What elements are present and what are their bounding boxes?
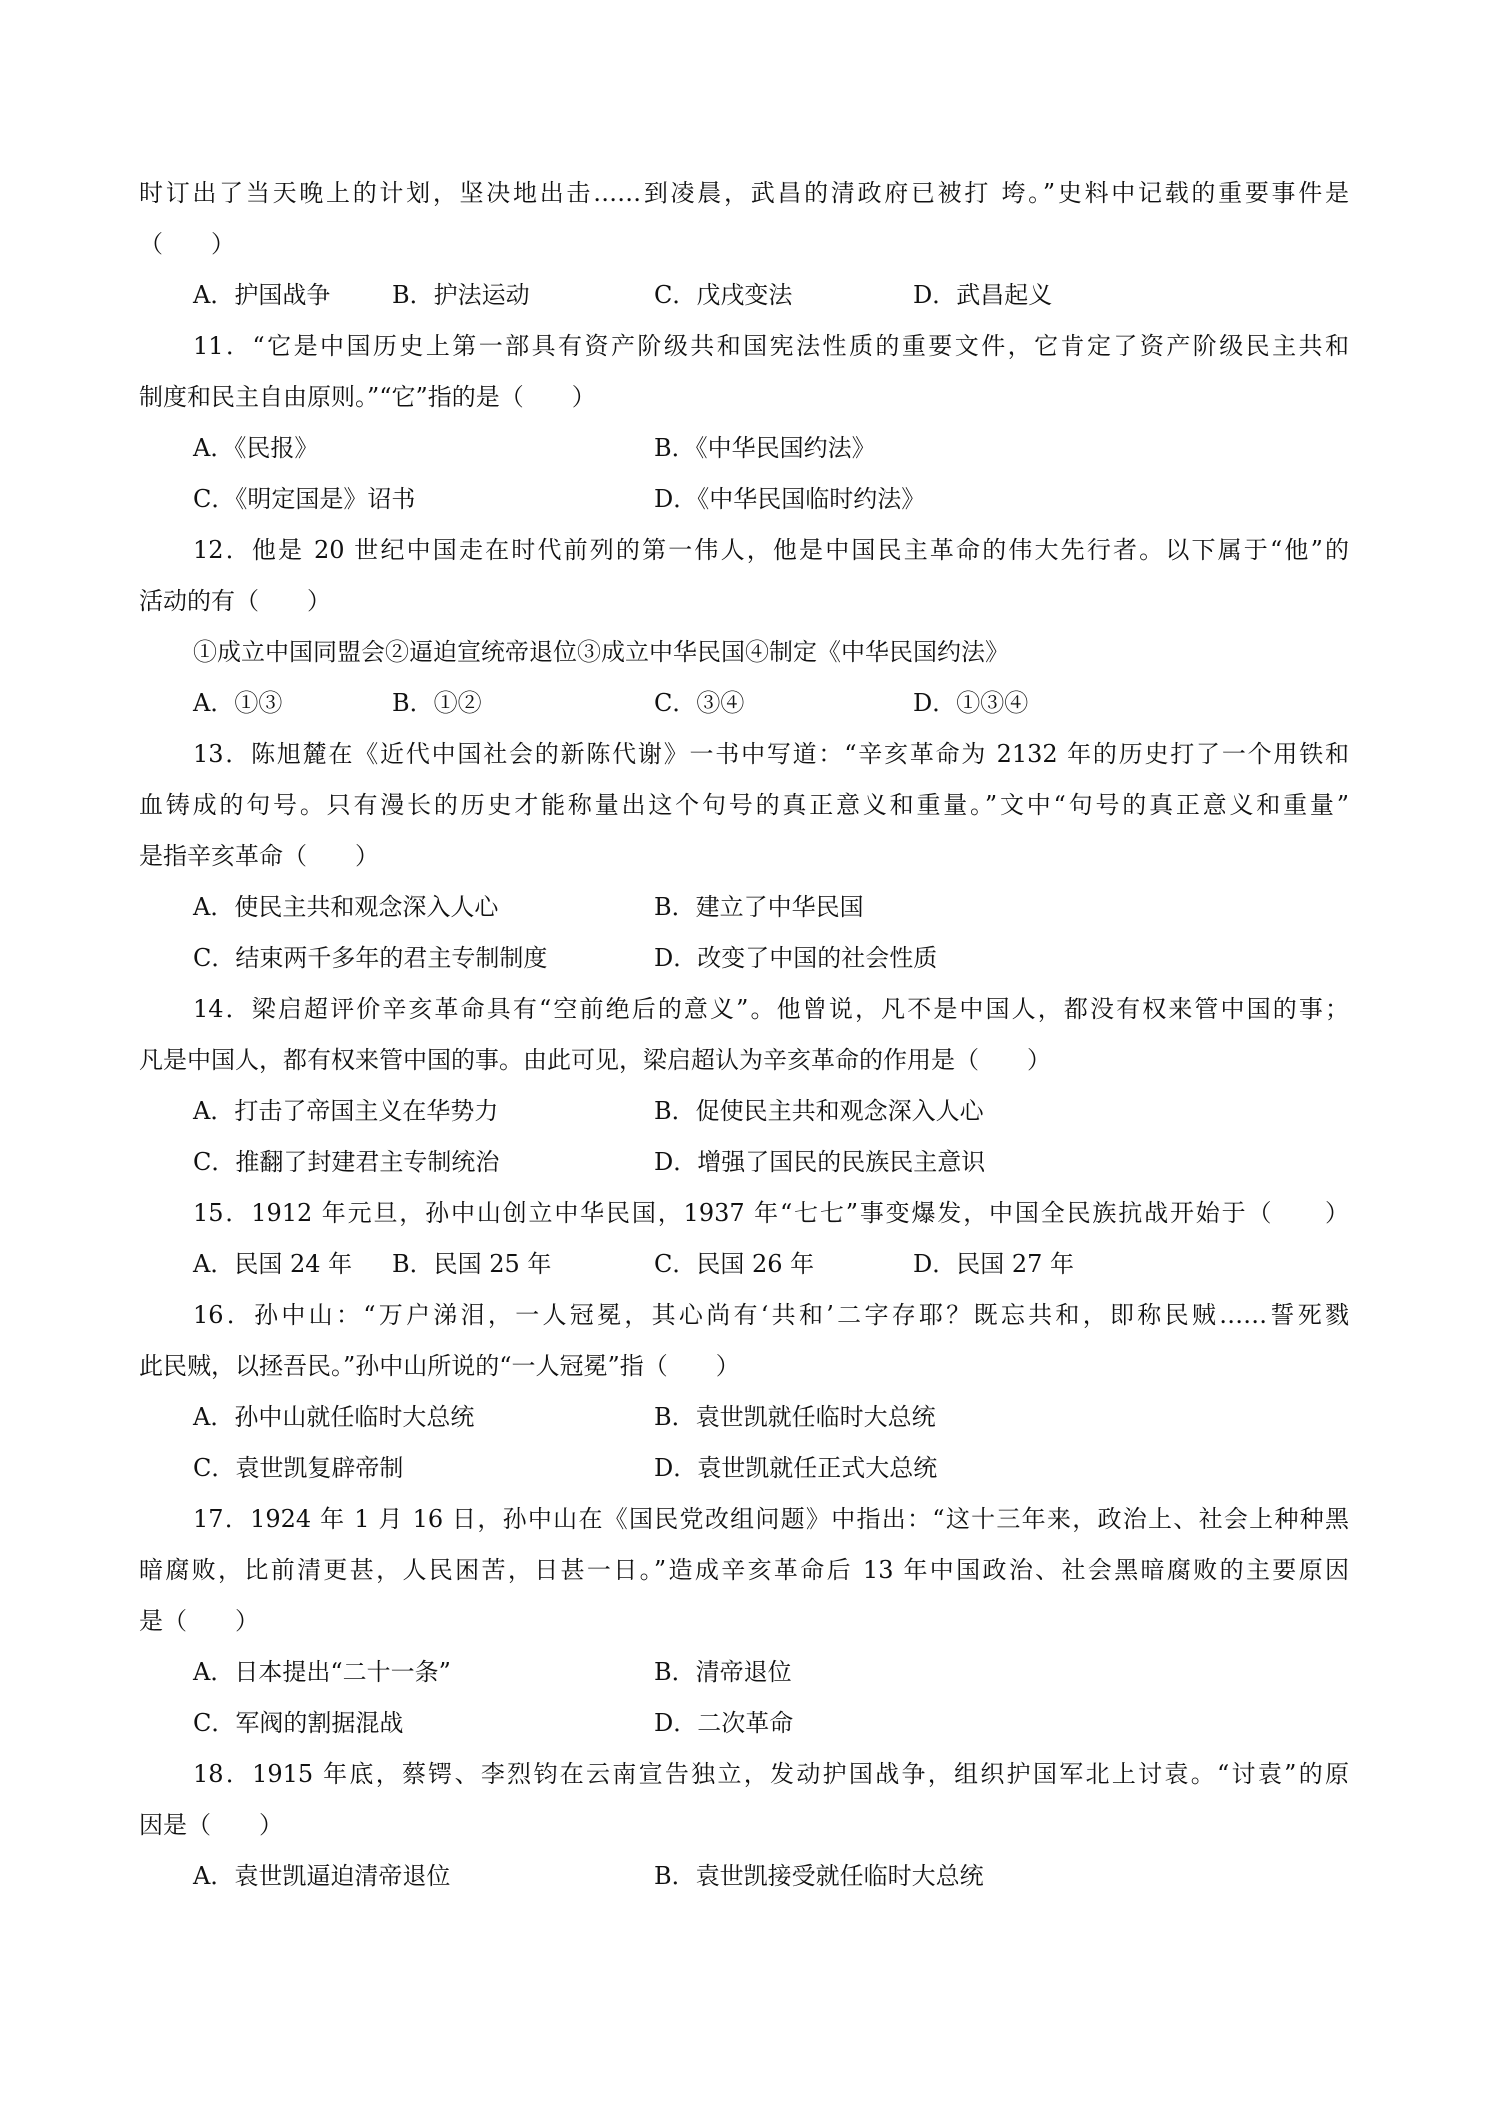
q11-option-d: D．《中华民国临时约法》 <box>654 485 926 513</box>
q10-answer-paren: （ ） <box>139 230 235 258</box>
q15-option-c: C．民国 26 年 <box>654 1250 815 1278</box>
q16-option-d: D．袁世凯就任正式大总统 <box>654 1454 938 1482</box>
q18-option-b: B．袁世凯接受就任临时大总统 <box>654 1862 984 1890</box>
q13-option-a: A．使民主共和观念深入人心 <box>193 893 499 921</box>
q14-option-a: A．打击了帝国主义在华势力 <box>193 1097 499 1125</box>
q14-stem-line-1: 14．梁启超评价辛亥革命具有“空前绝后的意义”。他曾说，凡不是中国人，都没有权来管中国的事； <box>193 995 1349 1023</box>
q18-stem-line-1: 18．1915 年底，蔡锷、李烈钧在云南宣告独立，发动护国战争，组织护国军北上讨袁。“讨袁”的原 <box>193 1760 1349 1788</box>
q12-stem-line-2: 活动的有（ ） <box>139 587 331 615</box>
q13-stem-line-1: 13．陈旭麓在《近代中国社会的新陈代谢》一书中写道：“辛亥革命为 2132 年的历史打了一个用铁和 <box>193 740 1349 768</box>
q17-option-d: D．二次革命 <box>654 1709 794 1737</box>
q11-option-c: C．《明定国是》诏书 <box>193 485 416 513</box>
q14-option-d: D．增强了国民的民族民主意识 <box>654 1148 986 1176</box>
q12-option-a: A．①③ <box>193 689 283 717</box>
q11-stem-line-2: 制度和民主自由原则。”“它”指的是（ ） <box>139 383 596 411</box>
q14-option-b: B．促使民主共和观念深入人心 <box>654 1097 984 1125</box>
q17-option-a: A．日本提出“二十一条” <box>193 1658 451 1686</box>
q10-option-d: D．武昌起义 <box>913 281 1053 309</box>
q17-stem-line-1: 17．1924 年 1 月 16 日，孙中山在《国民党改组问题》中指出：“这十三年来，政治上、社会上种种黑 <box>193 1505 1349 1533</box>
q13-option-b: B．建立了中华民国 <box>654 893 864 921</box>
q10-option-a: A．护国战争 <box>193 281 331 309</box>
q10-stem-line: 时订出了当天晚上的计划，坚决地出击……到凌晨，武昌的清政府已被打 垮。”史料中记载的重要事件是 <box>139 179 1349 207</box>
q11-option-a: A．《民报》 <box>193 434 319 462</box>
q12-option-d: D．①③④ <box>913 689 1029 717</box>
q16-option-a: A．孙中山就任临时大总统 <box>193 1403 475 1431</box>
q10-option-c: C．戊戌变法 <box>654 281 793 309</box>
q13-option-d: D．改变了中国的社会性质 <box>654 944 938 972</box>
q17-stem-line-3: 是（ ） <box>139 1607 259 1635</box>
q18-option-a: A．袁世凯逼迫清帝退位 <box>193 1862 451 1890</box>
q17-option-b: B．清帝退位 <box>654 1658 792 1686</box>
q11-option-b: B．《中华民国约法》 <box>654 434 876 462</box>
q14-option-c: C．推翻了封建君主专制统治 <box>193 1148 500 1176</box>
q12-stem-line-3: ①成立中国同盟会②逼迫宣统帝退位③成立中华民国④制定《中华民国约法》 <box>193 638 1009 666</box>
q10-option-b: B．护法运动 <box>392 281 530 309</box>
q12-option-c: C．③④ <box>654 689 745 717</box>
q17-stem-line-2: 暗腐败，比前清更甚，人民困苦，日甚一日。”造成辛亥革命后 13 年中国政治、社会黑暗腐败的主要原因 <box>139 1556 1349 1584</box>
q14-stem-line-2: 凡是中国人，都有权来管中国的事。由此可见，梁启超认为辛亥革命的作用是（ ） <box>139 1046 1051 1074</box>
q13-stem-line-3: 是指辛亥革命（ ） <box>139 842 379 870</box>
q12-option-b: B．①② <box>392 689 482 717</box>
q16-option-c: C．袁世凯复辟帝制 <box>193 1454 404 1482</box>
q15-option-a: A．民国 24 年 <box>193 1250 353 1278</box>
q17-option-c: C．军阀的割据混战 <box>193 1709 404 1737</box>
q18-stem-line-2: 因是（ ） <box>139 1811 283 1839</box>
q15-stem-line-1: 15．1912 年元旦，孙中山创立中华民国，1937 年“七七”事变爆发，中国全民族抗战开始于（ ） <box>193 1199 1349 1227</box>
q15-option-d: D．民国 27 年 <box>913 1250 1075 1278</box>
q16-stem-line-1: 16．孙中山：“万户涕泪，一人冠冕，其心尚有‘共和’二字存耶？既忘共和，即称民贼……誓死戮 <box>193 1301 1349 1329</box>
q13-stem-line-2: 血铸成的句号。只有漫长的历史才能称量出这个句号的真正意义和重量。”文中“句号的真正意义和重量” <box>139 791 1349 819</box>
q16-option-b: B．袁世凯就任临时大总统 <box>654 1403 936 1431</box>
q15-option-b: B．民国 25 年 <box>392 1250 552 1278</box>
q11-stem-line-1: 11．“它是中国历史上第一部具有资产阶级共和国宪法性质的重要文件，它肯定了资产阶级民主共和 <box>193 332 1349 360</box>
q16-stem-line-2: 此民贼，以拯吾民。”孙中山所说的“一人冠冕”指（ ） <box>139 1352 740 1380</box>
q13-option-c: C．结束两千多年的君主专制制度 <box>193 944 548 972</box>
q12-stem-line-1: 12．他是 20 世纪中国走在时代前列的第一伟人，他是中国民主革命的伟大先行者。以下属于“他”的 <box>193 536 1349 564</box>
